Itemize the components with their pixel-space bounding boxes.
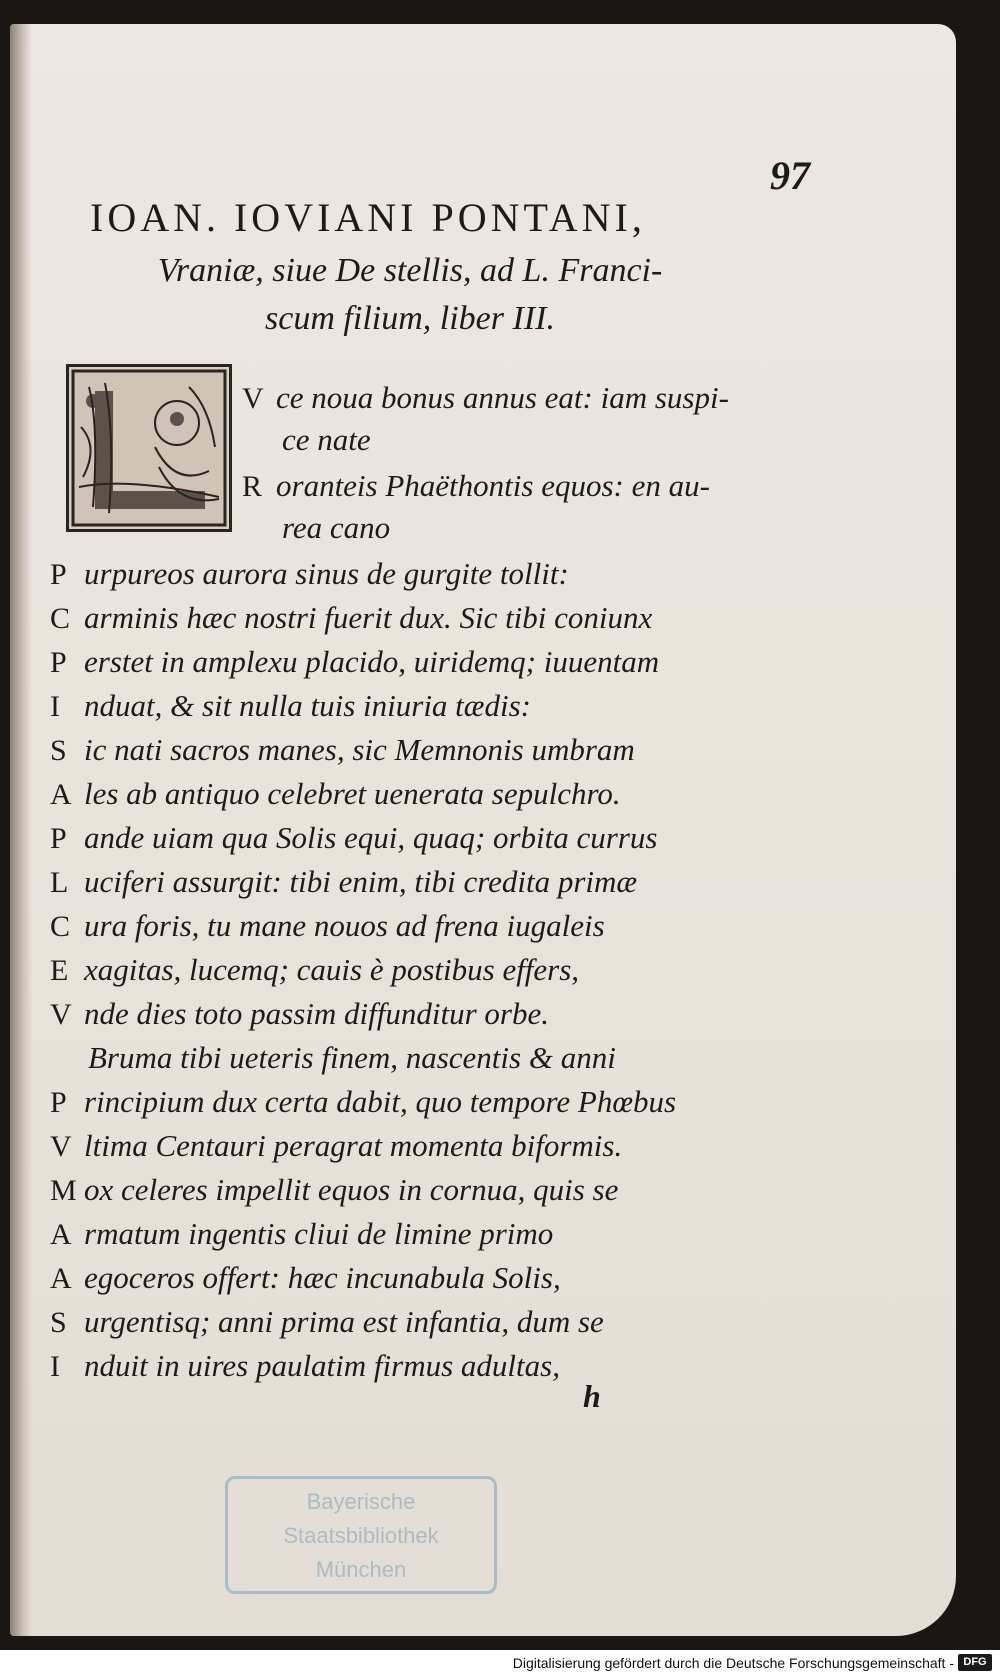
heading-author: IOAN. IOVIANI PONTANI, <box>90 195 646 240</box>
stamp-line: Bayerische <box>306 1489 416 1514</box>
verse-text: oranteis Phaëthontis equos: en au- <box>276 468 710 503</box>
verse-text: erstet in amplexu placido, uiridemq; iuuentam <box>84 644 660 679</box>
verse-line <box>50 948 750 992</box>
verse-text: arminis hæc nostri fuerit dux. Sic tibi coniunx <box>84 600 653 635</box>
verse-capital: A <box>50 1262 72 1295</box>
verse-line <box>88 1036 788 1080</box>
verse-capital: V <box>50 998 72 1031</box>
verse-text: les ab antiquo celebret uenerata sepulchro. <box>84 776 621 811</box>
verse-capital: A <box>50 1218 72 1251</box>
verse-text: ce noua bonus annus eat: iam suspi- <box>276 380 729 415</box>
verse-line <box>50 772 750 816</box>
verse-text: xagitas, lucemq; cauis è postibus effers, <box>84 952 580 987</box>
verse-capital: V <box>242 382 264 415</box>
verse-line <box>50 904 750 948</box>
verse-text: ic nati sacros manes, sic Memnonis umbram <box>84 732 635 767</box>
verse-capital: I <box>50 690 60 723</box>
verse-line <box>50 1344 750 1388</box>
verse-capital: P <box>50 1086 67 1119</box>
verse-text: nde dies toto passim diffunditur orbe. <box>84 996 549 1031</box>
stamp-line: Staatsbibliothek <box>283 1523 439 1548</box>
book-page <box>10 24 956 1636</box>
verse-capital: M <box>50 1174 77 1207</box>
verse-line <box>50 992 750 1036</box>
verse-capital: P <box>50 558 67 591</box>
verse-capital: S <box>50 1306 67 1339</box>
verse-text: rmatum ingentis cliui de limine primo <box>84 1216 554 1251</box>
verse-text: ltima Centauri peragrat momenta biformis. <box>84 1128 623 1163</box>
verse-capital: P <box>50 646 67 679</box>
verse-capital: S <box>50 734 67 767</box>
verse-text: nduit in uires paulatim firmus adultas, <box>84 1348 560 1383</box>
verse-line <box>50 1168 750 1212</box>
verse-line <box>242 464 942 508</box>
verse-text: egoceros offert: hæc incunabula Solis, <box>84 1260 561 1295</box>
verse-text: urpureos aurora sinus de gurgite tollit: <box>84 556 569 591</box>
library-stamp <box>225 1476 497 1594</box>
verse-line <box>50 1080 750 1124</box>
verse-line <box>50 684 750 728</box>
verse-text: uciferi assurgit: tibi enim, tibi credita primæ <box>84 864 638 899</box>
decorated-initial-L-woodcut-icon <box>66 364 232 532</box>
verse-capital: I <box>50 1350 60 1383</box>
verse-line <box>50 640 750 684</box>
footer-credit-text: Digitalisierung gefördert durch die Deutsche Forschungsgemeinschaft - <box>512 1655 954 1671</box>
verse-text: ox celeres impellit equos in cornua, quis se <box>84 1172 619 1207</box>
verse-capital: L <box>50 866 69 899</box>
verse-capital: A <box>50 778 72 811</box>
verse-text: rincipium dux certa dabit, quo tempore Phœbus <box>84 1084 677 1119</box>
verse-text: nduat, & sit nulla tuis iniuria tædis: <box>84 688 531 723</box>
verse-text: ura foris, tu mane nouos ad frena iugaleis <box>84 908 605 943</box>
verse-line <box>50 1300 750 1344</box>
signature-mark: h <box>583 1378 601 1414</box>
verse-text: ce nate <box>282 422 371 457</box>
verse-capital: C <box>50 910 71 943</box>
verse-line <box>282 418 956 462</box>
verse-line <box>50 1124 750 1168</box>
dfg-logo-icon: DFG <box>958 1654 992 1671</box>
verse-line <box>282 506 956 550</box>
page-spine-shadow <box>10 24 32 1636</box>
verse-text: Bruma tibi ueteris finem, nascentis & anni <box>88 1040 616 1075</box>
verse-text: urgentisq; anni prima est infantia, dum se <box>84 1304 604 1339</box>
verse-capital: E <box>50 954 69 987</box>
verse-line <box>50 816 750 860</box>
heading-title-line: Vraniæ, siue De stellis, ad L. Franci- <box>157 252 663 289</box>
verse-text: rea cano <box>282 510 391 545</box>
verse-capital: V <box>50 1130 72 1163</box>
verse-text: ande uiam qua Solis equi, quaq; orbita currus <box>84 820 658 855</box>
verse-capital: C <box>50 602 71 635</box>
stamp-line: München <box>315 1557 407 1582</box>
verse-line <box>50 728 750 772</box>
digitization-footer <box>0 1650 1000 1676</box>
verse-line <box>50 860 750 904</box>
verse-line <box>50 552 750 596</box>
verse-line <box>50 1256 750 1300</box>
heading-book-line: scum filium, liber III. <box>265 300 555 337</box>
verse-line <box>50 596 750 640</box>
verse-capital: R <box>242 470 263 503</box>
verse-capital: P <box>50 822 67 855</box>
page-number: 97 <box>770 153 810 198</box>
verse-line <box>50 1212 750 1256</box>
verse-line <box>242 376 942 420</box>
